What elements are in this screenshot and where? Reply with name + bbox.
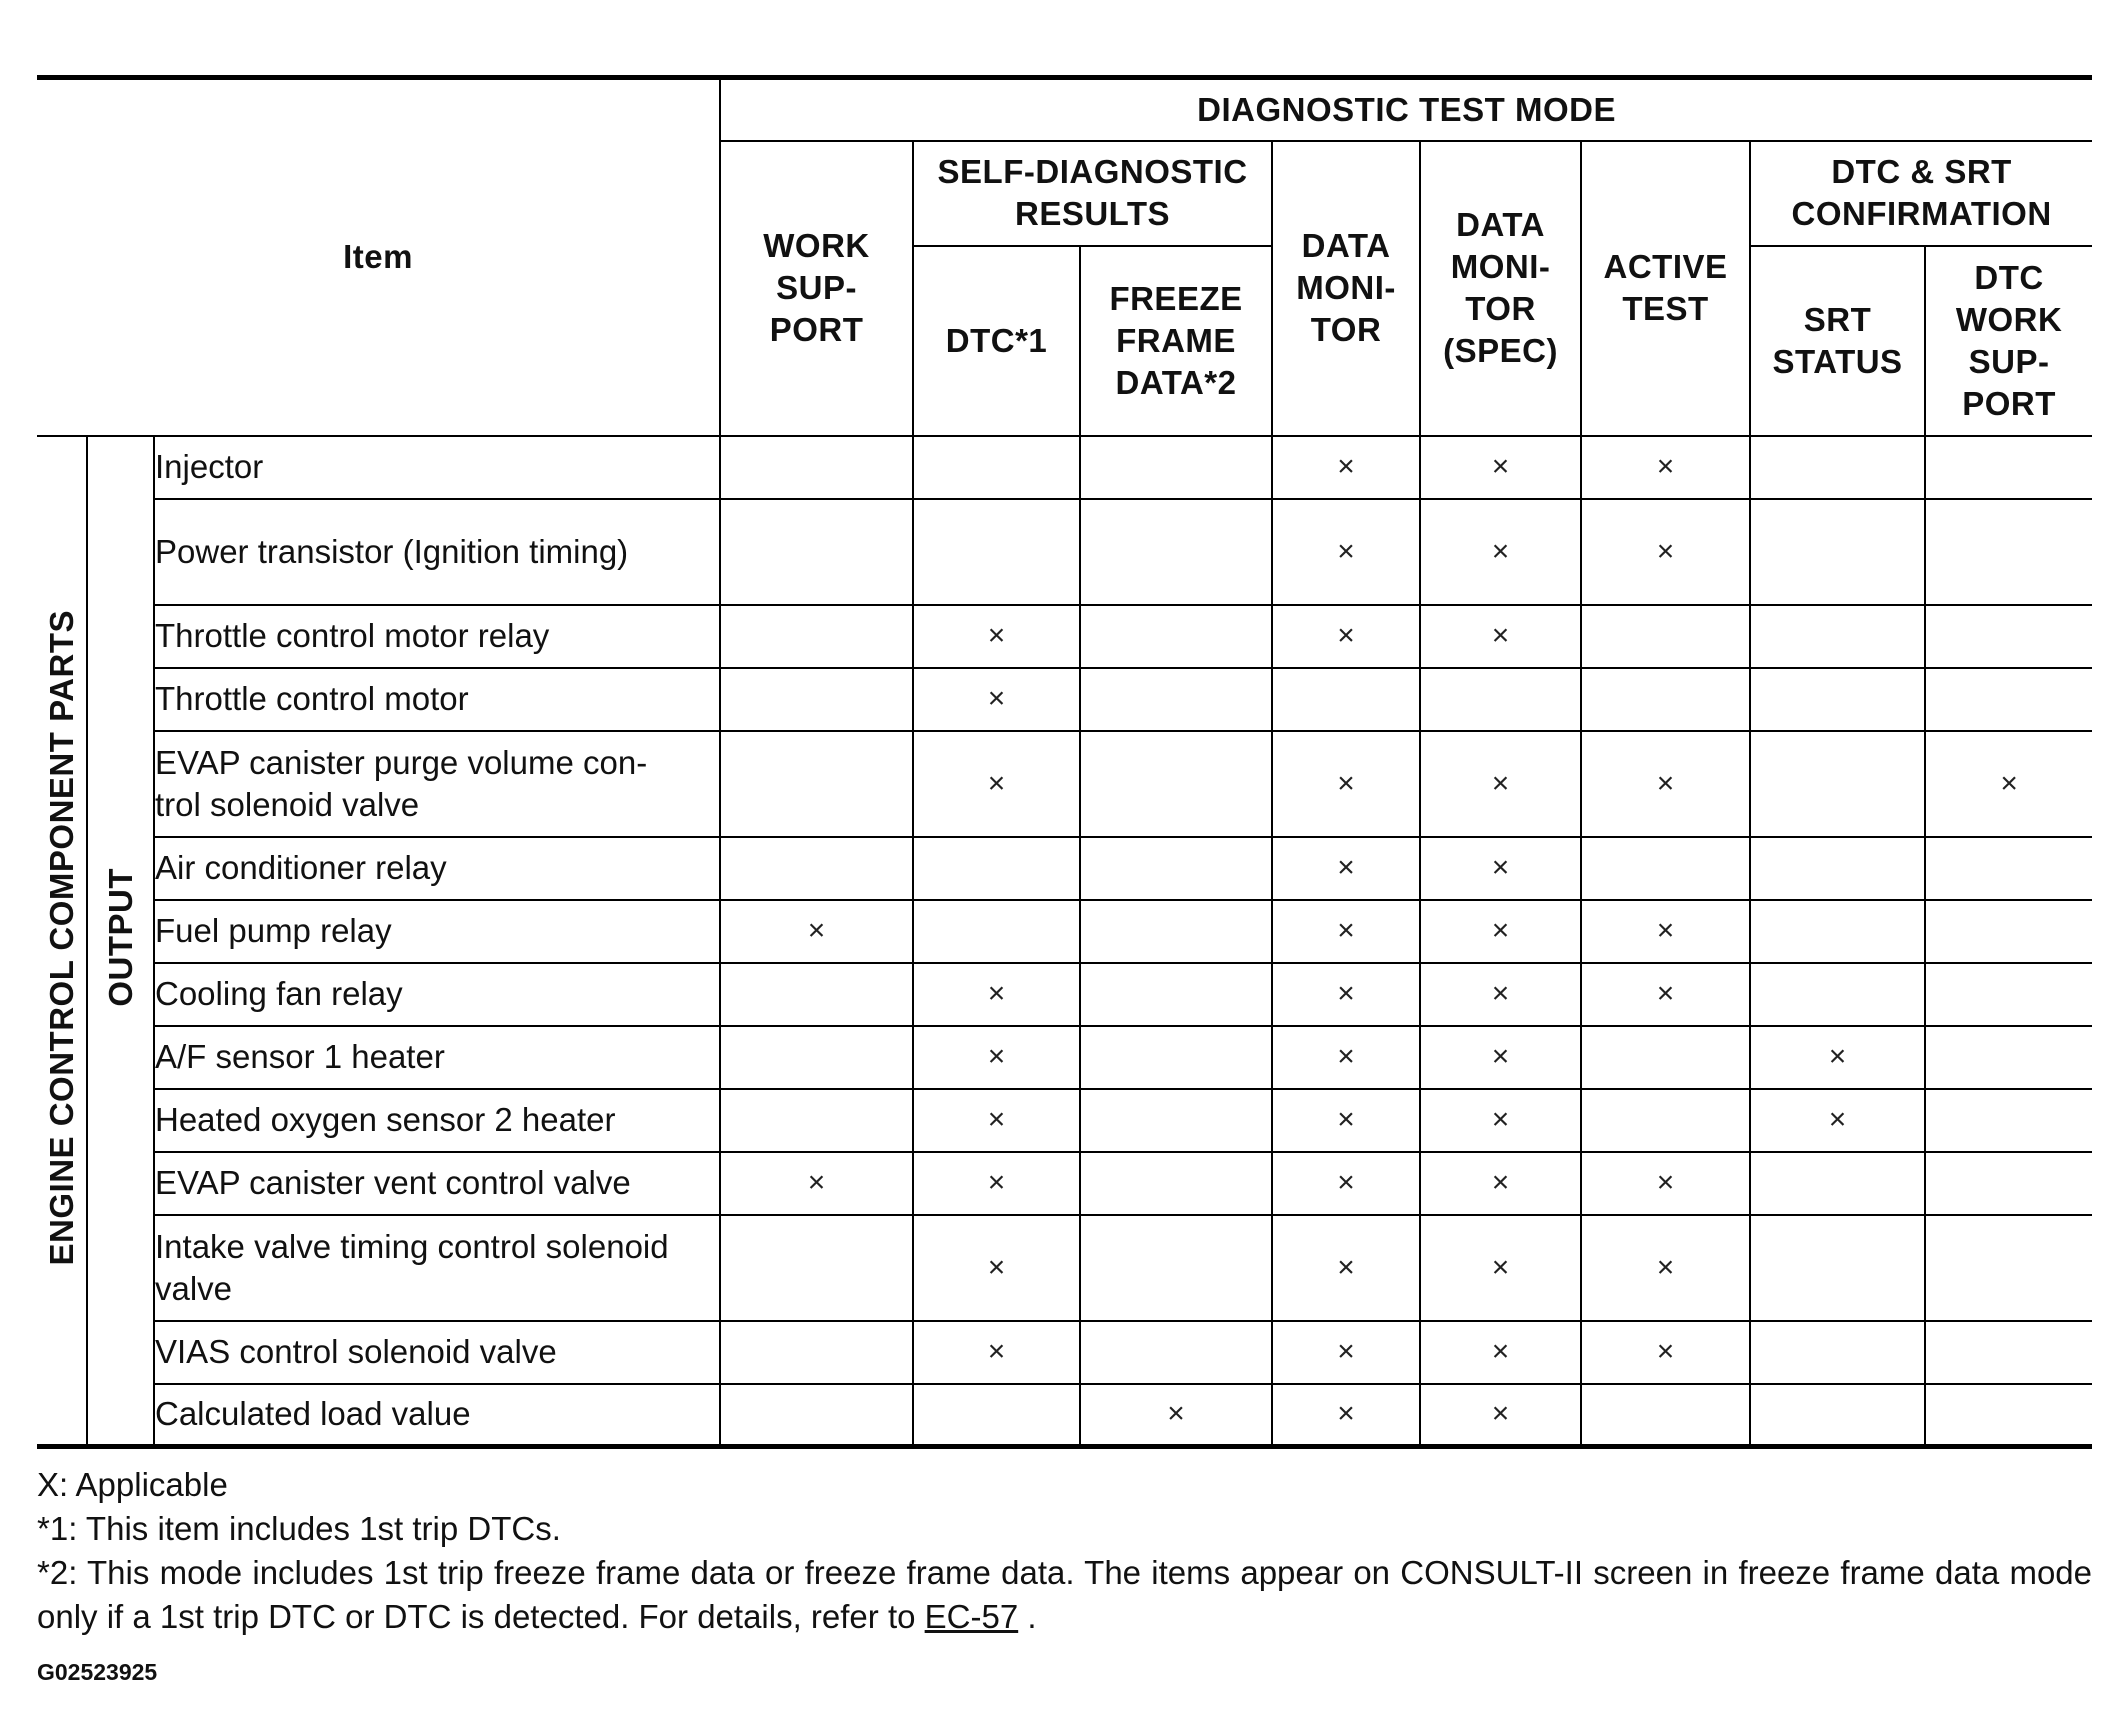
applicable-mark: × bbox=[1491, 851, 1510, 884]
item-name bbox=[154, 837, 720, 900]
header-line: SRT bbox=[1803, 300, 1872, 338]
cell-dtc-work-support bbox=[1925, 1026, 2092, 1089]
diagnostic-test-mode-table bbox=[37, 75, 2092, 1449]
cell-dtc-work-support bbox=[1925, 1384, 2092, 1447]
cell-dtc-work-support bbox=[1925, 1089, 2092, 1152]
footnote-2-end: . bbox=[1018, 1598, 1037, 1635]
applicable-mark: × bbox=[1656, 977, 1675, 1010]
applicable-mark: × bbox=[987, 977, 1006, 1010]
cell-work-support bbox=[720, 837, 913, 900]
table-row bbox=[37, 1152, 2092, 1215]
cell-data-monitor bbox=[1272, 605, 1420, 668]
applicable-mark: × bbox=[987, 619, 1006, 652]
applicable-mark: × bbox=[1337, 1040, 1355, 1073]
cell-active-test bbox=[1581, 436, 1750, 499]
cell-srt-status bbox=[1750, 668, 1925, 731]
cell-data-monitor-spec bbox=[1420, 1321, 1581, 1384]
header-self-diagnostic-results bbox=[913, 141, 1272, 246]
header-line: SUP- bbox=[776, 269, 857, 306]
cell-data-monitor bbox=[1272, 1152, 1420, 1215]
applicable-mark: × bbox=[1828, 1103, 1847, 1136]
cell-dtc bbox=[913, 499, 1080, 605]
header-item: Item bbox=[37, 78, 720, 436]
item-name-line: Power transistor (Ignition timing) bbox=[155, 532, 629, 570]
cell-freeze-frame-data bbox=[1080, 837, 1272, 900]
header-line: DATA bbox=[1301, 227, 1391, 264]
cell-dtc-work-support bbox=[1925, 668, 2092, 731]
applicable-mark: × bbox=[1337, 1250, 1355, 1284]
header-line: TEST bbox=[1622, 290, 1709, 327]
cell-data-monitor-spec bbox=[1420, 1152, 1581, 1215]
cell-work-support bbox=[720, 499, 913, 605]
cell-srt-status bbox=[1750, 731, 1925, 837]
header-line: RESULTS bbox=[1015, 195, 1171, 232]
applicable-mark: × bbox=[1491, 534, 1510, 568]
applicable-mark: × bbox=[1656, 1250, 1675, 1284]
applicable-mark: × bbox=[807, 1166, 826, 1199]
applicable-mark: × bbox=[1491, 977, 1510, 1010]
cell-work-support bbox=[720, 1152, 913, 1215]
table-row bbox=[37, 668, 2092, 731]
applicable-mark: × bbox=[1491, 1040, 1510, 1073]
header-line: DTC bbox=[1974, 258, 2044, 296]
applicable-mark: × bbox=[987, 1335, 1006, 1368]
item-name-line: Cooling fan relay bbox=[155, 975, 403, 1012]
table-row bbox=[37, 1026, 2092, 1089]
applicable-mark: × bbox=[1656, 534, 1675, 568]
item-name-line: Throttle control motor relay bbox=[155, 617, 550, 654]
cell-dtc-work-support bbox=[1925, 1321, 2092, 1384]
cell-data-monitor bbox=[1272, 1026, 1420, 1089]
table-row bbox=[37, 963, 2092, 1026]
cell-srt-status bbox=[1750, 1384, 1925, 1447]
item-name-line: Air conditioner relay bbox=[155, 849, 447, 886]
cell-srt-status bbox=[1750, 436, 1925, 499]
cell-srt-status bbox=[1750, 900, 1925, 963]
header-dtc-work-support bbox=[1925, 246, 2092, 436]
table-row bbox=[37, 731, 2092, 837]
cell-dtc-work-support bbox=[1925, 605, 2092, 668]
cell-freeze-frame-data bbox=[1080, 1089, 1272, 1152]
header-dtc: DTC*1 bbox=[913, 246, 1080, 436]
cell-data-monitor bbox=[1272, 1384, 1420, 1447]
applicable-mark: × bbox=[1491, 1166, 1510, 1199]
item-name-line: Throttle control motor bbox=[155, 680, 469, 717]
cell-dtc-work-support bbox=[1925, 1215, 2092, 1321]
group-label-text: OUTPUT bbox=[101, 868, 139, 1008]
cell-srt-status bbox=[1750, 1089, 1925, 1152]
header-line: MONI- bbox=[1296, 269, 1396, 306]
cell-data-monitor bbox=[1272, 963, 1420, 1026]
item-name-line: EVAP canister vent control valve bbox=[155, 1164, 631, 1201]
table-row bbox=[37, 1215, 2092, 1321]
cell-data-monitor-spec bbox=[1420, 1215, 1581, 1321]
cell-data-monitor-spec bbox=[1420, 1026, 1581, 1089]
cell-dtc bbox=[913, 1026, 1080, 1089]
item-name-line: EVAP canister purge volume con- bbox=[155, 743, 648, 781]
cell-data-monitor bbox=[1272, 436, 1420, 499]
cell-data-monitor bbox=[1272, 1089, 1420, 1152]
group-label-text: ENGINE CONTROL COMPONENT PARTS bbox=[42, 610, 80, 1266]
header-line: DATA*2 bbox=[1115, 363, 1237, 401]
cell-freeze-frame-data bbox=[1080, 1215, 1272, 1321]
applicable-mark: × bbox=[1337, 914, 1355, 947]
cell-freeze-frame-data bbox=[1080, 731, 1272, 837]
cell-freeze-frame-data bbox=[1080, 1321, 1272, 1384]
cell-data-monitor-spec bbox=[1420, 605, 1581, 668]
applicable-mark: × bbox=[1656, 1166, 1675, 1199]
cell-freeze-frame-data bbox=[1080, 1152, 1272, 1215]
header-line: FREEZE bbox=[1109, 279, 1243, 317]
cell-srt-status bbox=[1750, 1152, 1925, 1215]
item-name bbox=[154, 605, 720, 668]
cell-srt-status bbox=[1750, 963, 1925, 1026]
cell-data-monitor-spec bbox=[1420, 963, 1581, 1026]
applicable-mark: × bbox=[1337, 1103, 1355, 1136]
header-data-monitor-spec bbox=[1420, 141, 1581, 436]
applicable-mark: × bbox=[1491, 1103, 1510, 1136]
cell-srt-status bbox=[1750, 1321, 1925, 1384]
table-row bbox=[37, 436, 2092, 499]
cell-work-support bbox=[720, 1384, 913, 1447]
header-line: TOR bbox=[1310, 311, 1382, 348]
cell-work-support bbox=[720, 1321, 913, 1384]
header-line: SUP- bbox=[1968, 342, 2050, 380]
header-data-monitor bbox=[1272, 141, 1420, 436]
table-row bbox=[37, 900, 2092, 963]
cell-work-support bbox=[720, 1215, 913, 1321]
header-line: PORT bbox=[1962, 384, 2056, 422]
applicable-mark: × bbox=[1337, 977, 1355, 1010]
cell-work-support bbox=[720, 436, 913, 499]
item-name bbox=[154, 900, 720, 963]
cell-freeze-frame-data bbox=[1080, 436, 1272, 499]
header-line: (SPEC) bbox=[1443, 332, 1558, 369]
footnotes bbox=[37, 1463, 2092, 1639]
applicable-mark: × bbox=[1491, 1335, 1510, 1368]
cell-work-support bbox=[720, 963, 913, 1026]
header-dtc-srt-confirmation bbox=[1750, 141, 2092, 246]
item-name-line: VIAS control solenoid valve bbox=[155, 1333, 557, 1370]
applicable-mark: × bbox=[1491, 766, 1510, 800]
table-row bbox=[37, 605, 2092, 668]
item-name bbox=[154, 1321, 720, 1384]
footnote-2-text: *2: This mode includes 1st trip freeze frame data or freeze frame data. The items appear on CONSULT-II screen in freeze frame data mode only if a 1st trip DTC or DTC is detected. For details, refer to bbox=[37, 1554, 2092, 1635]
applicable-mark: × bbox=[987, 682, 1006, 715]
item-name bbox=[154, 499, 720, 605]
cell-data-monitor bbox=[1272, 837, 1420, 900]
header-line: PORT bbox=[769, 311, 864, 348]
cell-active-test bbox=[1581, 605, 1750, 668]
table-row bbox=[37, 1321, 2092, 1384]
applicable-mark: × bbox=[1337, 766, 1355, 800]
figure-id: G02523925 bbox=[37, 1659, 158, 1685]
cell-data-monitor bbox=[1272, 731, 1420, 837]
applicable-mark: × bbox=[1491, 914, 1510, 947]
group-label-output bbox=[87, 436, 154, 1447]
header-line: FRAME bbox=[1116, 321, 1236, 359]
applicable-mark: × bbox=[1337, 534, 1355, 568]
table-body bbox=[37, 436, 2092, 1447]
applicable-mark: × bbox=[987, 1250, 1006, 1284]
cell-dtc-work-support bbox=[1925, 499, 2092, 605]
header-srt-status bbox=[1750, 246, 1925, 436]
cell-freeze-frame-data bbox=[1080, 605, 1272, 668]
cell-dtc bbox=[913, 1215, 1080, 1321]
cell-freeze-frame-data bbox=[1080, 963, 1272, 1026]
applicable-mark: × bbox=[1167, 1397, 1185, 1431]
cell-data-monitor bbox=[1272, 1321, 1420, 1384]
cell-dtc bbox=[913, 900, 1080, 963]
applicable-mark: × bbox=[1337, 1166, 1355, 1199]
table-row bbox=[37, 1089, 2092, 1152]
cell-data-monitor-spec bbox=[1420, 900, 1581, 963]
cell-active-test bbox=[1581, 900, 1750, 963]
cell-freeze-frame-data bbox=[1080, 668, 1272, 731]
cell-data-monitor bbox=[1272, 499, 1420, 605]
applicable-mark: × bbox=[807, 914, 826, 947]
item-name bbox=[154, 1384, 720, 1447]
cell-active-test bbox=[1581, 963, 1750, 1026]
cell-active-test bbox=[1581, 668, 1750, 731]
group-label-engine-control bbox=[37, 436, 87, 1447]
cell-dtc-work-support bbox=[1925, 1152, 2092, 1215]
item-name bbox=[154, 963, 720, 1026]
cell-dtc bbox=[913, 1321, 1080, 1384]
cell-active-test bbox=[1581, 1215, 1750, 1321]
cell-srt-status bbox=[1750, 605, 1925, 668]
cell-srt-status bbox=[1750, 499, 1925, 605]
item-name-line: Intake valve timing control solenoid bbox=[155, 1227, 669, 1265]
item-name bbox=[154, 436, 720, 499]
cell-active-test bbox=[1581, 837, 1750, 900]
table-header bbox=[37, 78, 2092, 436]
cell-dtc bbox=[913, 1089, 1080, 1152]
cell-data-monitor-spec bbox=[1420, 731, 1581, 837]
applicable-mark: × bbox=[1491, 1397, 1510, 1431]
cell-work-support bbox=[720, 731, 913, 837]
header-line: DATA bbox=[1456, 206, 1545, 243]
cell-srt-status bbox=[1750, 1026, 1925, 1089]
cell-freeze-frame-data bbox=[1080, 499, 1272, 605]
item-name-line: Injector bbox=[155, 448, 264, 485]
cell-data-monitor-spec bbox=[1420, 436, 1581, 499]
applicable-mark: × bbox=[1491, 619, 1510, 652]
applicable-mark: × bbox=[1656, 450, 1675, 483]
cell-freeze-frame-data bbox=[1080, 900, 1272, 963]
footnote-2 bbox=[37, 1551, 2092, 1639]
applicable-mark: × bbox=[987, 1103, 1006, 1136]
legend-note: X: Applicable bbox=[37, 1466, 228, 1503]
ec-57-reference-link[interactable]: EC-57 bbox=[924, 1598, 1019, 1635]
applicable-mark: × bbox=[1828, 1040, 1847, 1073]
header-line: ACTIVE bbox=[1603, 248, 1728, 285]
header-diagnostic-test-mode: DIAGNOSTIC TEST MODE bbox=[720, 78, 2092, 141]
cell-dtc-work-support bbox=[1925, 900, 2092, 963]
cell-active-test bbox=[1581, 731, 1750, 837]
footnote-1: *1: This item includes 1st trip DTCs. bbox=[37, 1510, 561, 1547]
cell-data-monitor-spec bbox=[1420, 1384, 1581, 1447]
table-row bbox=[37, 499, 2092, 605]
item-name-line: valve bbox=[155, 1269, 233, 1307]
cell-active-test bbox=[1581, 1089, 1750, 1152]
cell-dtc bbox=[913, 1152, 1080, 1215]
cell-data-monitor-spec bbox=[1420, 499, 1581, 605]
cell-dtc-work-support bbox=[1925, 837, 2092, 900]
cell-dtc bbox=[913, 668, 1080, 731]
cell-dtc bbox=[913, 837, 1080, 900]
header-freeze-frame-data bbox=[1080, 246, 1272, 436]
applicable-mark: × bbox=[987, 1166, 1006, 1199]
applicable-mark: × bbox=[1337, 619, 1355, 652]
cell-dtc bbox=[913, 963, 1080, 1026]
cell-dtc bbox=[913, 1384, 1080, 1447]
header-line: TOR bbox=[1465, 290, 1536, 327]
cell-work-support bbox=[720, 605, 913, 668]
cell-srt-status bbox=[1750, 837, 1925, 900]
item-name-line: Calculated load value bbox=[155, 1395, 471, 1433]
header-line: MONI- bbox=[1450, 248, 1551, 285]
item-name bbox=[154, 1026, 720, 1089]
cell-dtc bbox=[913, 436, 1080, 499]
applicable-mark: × bbox=[1337, 450, 1355, 483]
cell-data-monitor bbox=[1272, 900, 1420, 963]
applicable-mark: × bbox=[987, 1040, 1006, 1073]
header-line: CONFIRMATION bbox=[1791, 195, 2052, 232]
applicable-mark: × bbox=[2000, 766, 2018, 800]
item-name bbox=[154, 731, 720, 837]
header-active-test bbox=[1581, 141, 1750, 436]
cell-freeze-frame-data bbox=[1080, 1026, 1272, 1089]
cell-work-support bbox=[720, 900, 913, 963]
header-line: WORK bbox=[763, 227, 870, 264]
item-name bbox=[154, 668, 720, 731]
item-name bbox=[154, 1215, 720, 1321]
cell-srt-status bbox=[1750, 1215, 1925, 1321]
applicable-mark: × bbox=[1491, 1250, 1510, 1284]
item-name bbox=[154, 1152, 720, 1215]
header-line: STATUS bbox=[1772, 342, 1903, 380]
cell-dtc-work-support bbox=[1925, 436, 2092, 499]
header-line: SELF-DIAGNOSTIC bbox=[937, 153, 1248, 190]
applicable-mark: × bbox=[1491, 450, 1510, 483]
cell-work-support bbox=[720, 1089, 913, 1152]
cell-data-monitor bbox=[1272, 1215, 1420, 1321]
applicable-mark: × bbox=[1656, 914, 1675, 947]
cell-data-monitor-spec bbox=[1420, 837, 1581, 900]
cell-freeze-frame-data bbox=[1080, 1384, 1272, 1447]
item-name-line: A/F sensor 1 heater bbox=[155, 1038, 445, 1075]
cell-data-monitor-spec bbox=[1420, 668, 1581, 731]
cell-dtc-work-support bbox=[1925, 963, 2092, 1026]
table-row bbox=[37, 1384, 2092, 1447]
cell-dtc bbox=[913, 731, 1080, 837]
header-line: DTC & SRT bbox=[1831, 153, 2012, 190]
header-line: WORK bbox=[1955, 300, 2063, 338]
cell-active-test bbox=[1581, 499, 1750, 605]
applicable-mark: × bbox=[987, 766, 1006, 800]
item-name-line: Fuel pump relay bbox=[155, 912, 392, 949]
item-name bbox=[154, 1089, 720, 1152]
applicable-mark: × bbox=[1656, 1335, 1675, 1368]
header-work-support bbox=[720, 141, 913, 436]
table-row bbox=[37, 837, 2092, 900]
cell-data-monitor bbox=[1272, 668, 1420, 731]
cell-dtc-work-support bbox=[1925, 731, 2092, 837]
cell-active-test bbox=[1581, 1384, 1750, 1447]
cell-work-support bbox=[720, 1026, 913, 1089]
cell-active-test bbox=[1581, 1026, 1750, 1089]
diagnostic-table-document bbox=[37, 75, 2092, 1686]
applicable-mark: × bbox=[1337, 851, 1355, 884]
cell-work-support bbox=[720, 668, 913, 731]
applicable-mark: × bbox=[1656, 766, 1675, 800]
item-name-line: trol solenoid valve bbox=[155, 785, 420, 823]
cell-dtc bbox=[913, 605, 1080, 668]
cell-data-monitor-spec bbox=[1420, 1089, 1581, 1152]
applicable-mark: × bbox=[1337, 1335, 1355, 1368]
cell-active-test bbox=[1581, 1152, 1750, 1215]
applicable-mark: × bbox=[1337, 1397, 1355, 1431]
cell-active-test bbox=[1581, 1321, 1750, 1384]
item-name-line: Heated oxygen sensor 2 heater bbox=[155, 1101, 616, 1138]
